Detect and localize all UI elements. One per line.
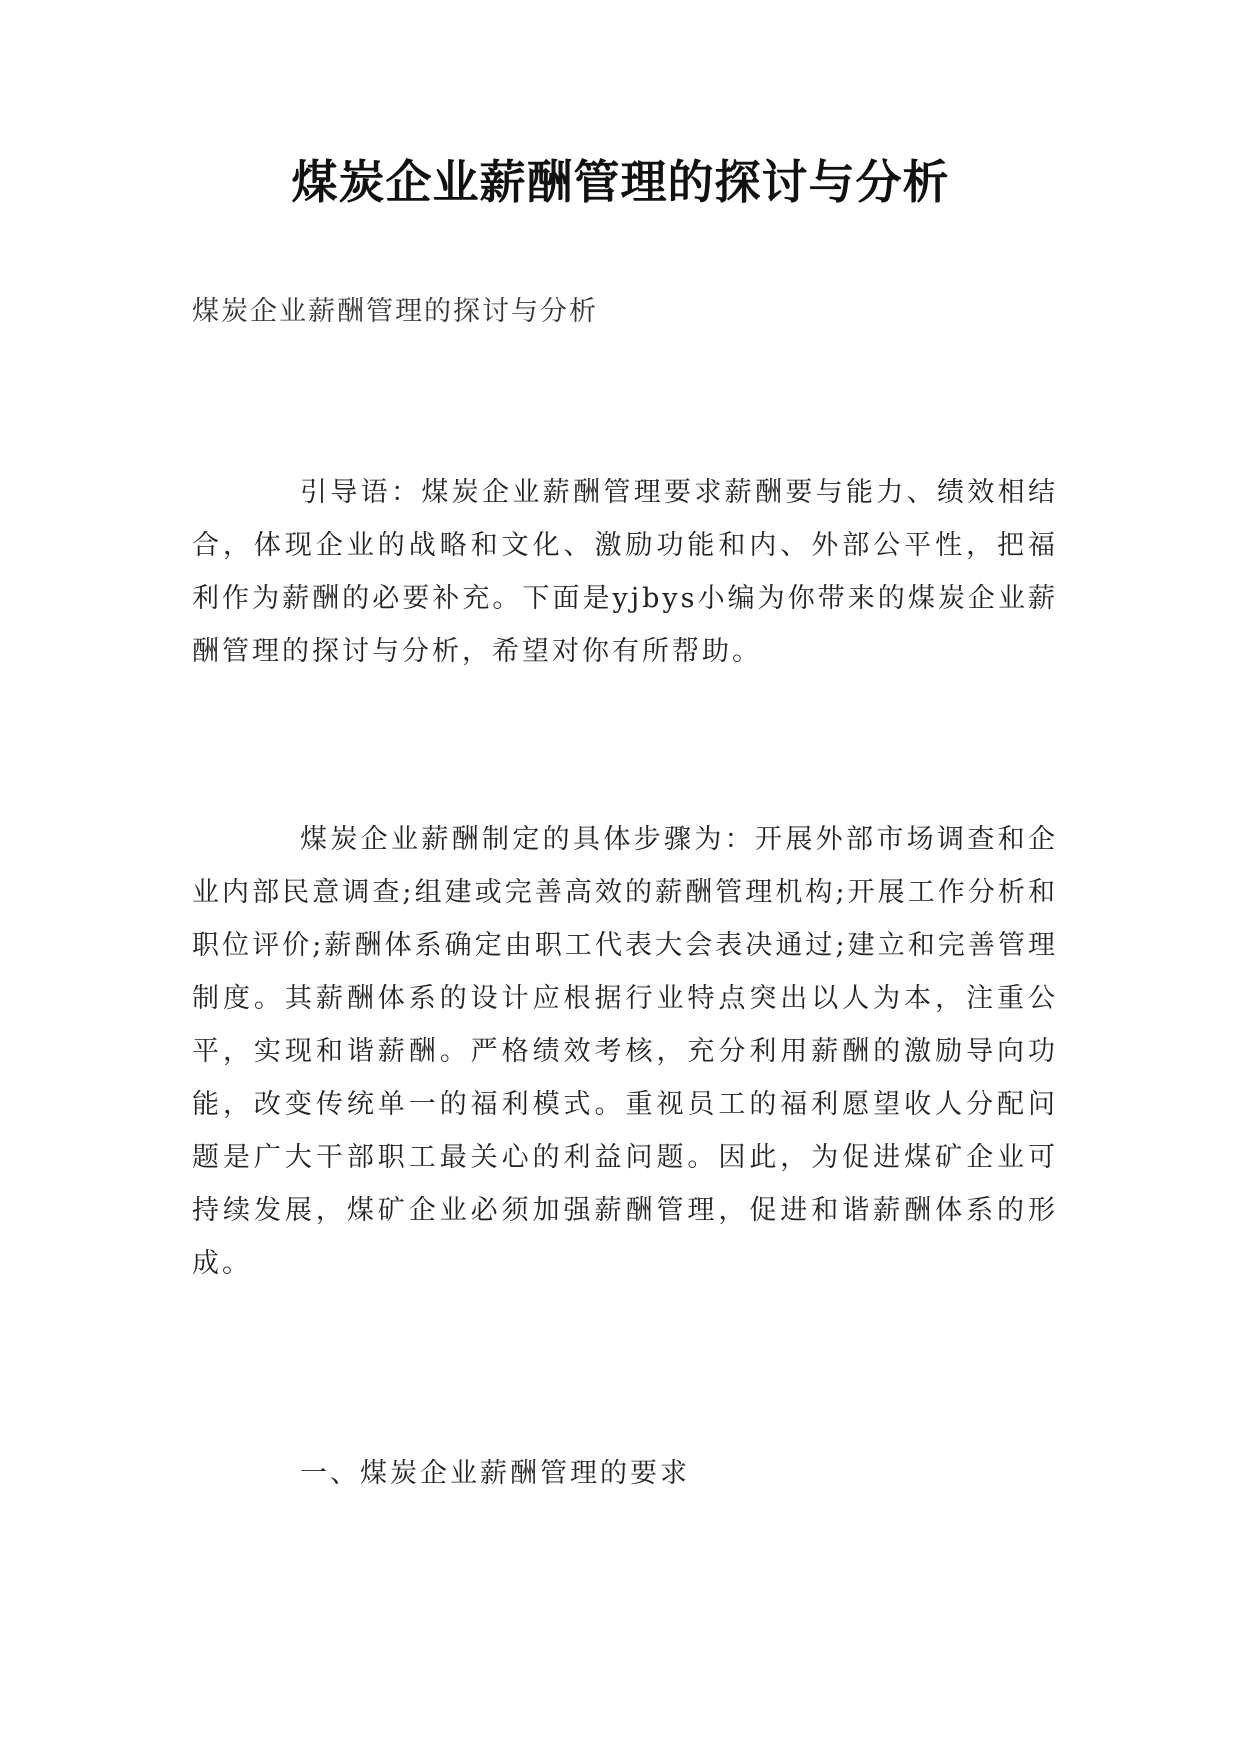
section-heading: 一、煤炭企业薪酬管理的要求 [300, 1458, 690, 1489]
document-title: 煤炭企业薪酬管理的探讨与分析 [291, 155, 950, 209]
document-subtitle: 煤炭企业薪酬管理的探讨与分析 [192, 296, 598, 327]
steps-paragraph: 煤炭企业薪酬制定的具体步骤为：开展外部市场调查和企业内部民意调查;组建或完善高效的薪酬管理机构;开展工作分析和职位评价;薪酬体系确定由职工代表大会表决通过;建立和完善管理制度。其薪酬体系的设计应根据行业特点突出以人为本，注重公平，实现和谐薪酬。严格绩效考核，充分利用薪酬的激励导向功能，改变传统单一的福利模式。重视员工的福利愿望收人分配问题是广大干部职工最关心的利益问题。因此，为促进煤矿企业可持续发展，煤矿企业必须加强薪酬管理，促进和谐薪酬体系的形成。 [192, 824, 1058, 1279]
intro-paragraph: 引导语：煤炭企业薪酬管理要求薪酬要与能力、绩效相结合，体现企业的战略和文化、激励功能和内、外部公平性，把福利作为薪酬的必要补充。下面是yjbys小编为你带来的煤炭企业薪酬管理的探讨与分析，希望对你有所帮助。 [192, 477, 1058, 667]
